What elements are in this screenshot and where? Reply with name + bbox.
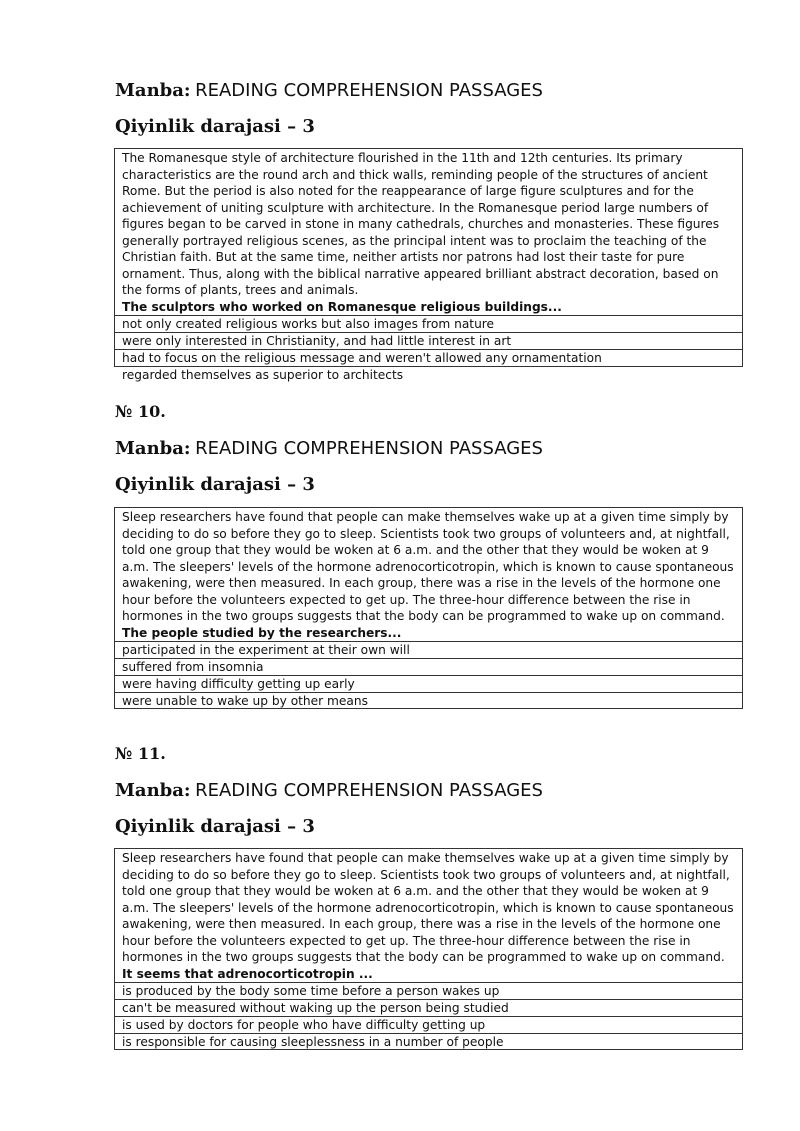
difficulty-level: Qiyinlik darajasi – 3: [115, 816, 315, 837]
question-box: [114, 148, 743, 382]
source-line: [115, 778, 543, 803]
answer-option[interactable]: not only created religious works but also images from nature: [115, 315, 742, 332]
answer-option[interactable]: were having difficulty getting up early: [115, 675, 742, 692]
source-label: Manba:: [115, 780, 191, 801]
answer-option[interactable]: regarded themselves as superior to architects: [115, 366, 742, 383]
source-line: [115, 78, 543, 103]
answer-option[interactable]: is responsible for causing sleeplessness in a number of people: [115, 1033, 742, 1050]
passage-text: Sleep researchers have found that people can make themselves wake up at a given time simply by deciding to do so before they go to sleep. Scientists took two groups of volunteers and, at nightfall, told one group that they would be woken at 6 a.m. and the other that they would be woken at 9 a.m. The sleepers' levels of the hormone adrenocorticotropin, which is known to cause spontaneous awakening, were then measured. In each group, there was a rise in the levels of the hormone one hour before the volunteers expected to get up. The three-hour difference between the rise in hormones in the two groups suggests that the body can be programmed to wake up on command.: [122, 851, 734, 964]
question-box: [114, 507, 743, 709]
source-line: [115, 436, 543, 461]
question-number: № 11.: [115, 744, 166, 763]
question-stem: The sculptors who worked on Romanesque religious buildings...: [122, 299, 562, 314]
source-value: READING COMPREHENSION PASSAGES: [195, 80, 543, 101]
answer-option[interactable]: is used by doctors for people who have difficulty getting up: [115, 1016, 742, 1033]
answer-option[interactable]: suffered from insomnia: [115, 658, 742, 675]
source-value: READING COMPREHENSION PASSAGES: [195, 780, 543, 801]
source-label: Manba:: [115, 438, 191, 459]
question-stem: The people studied by the researchers...: [122, 625, 402, 640]
answer-option[interactable]: had to focus on the religious message and weren't allowed any ornamentation: [115, 349, 742, 366]
difficulty-level: Qiyinlik darajasi – 3: [115, 116, 315, 137]
answer-option[interactable]: participated in the experiment at their own will: [115, 641, 742, 658]
passage-text: Sleep researchers have found that people can make themselves wake up at a given time simply by deciding to do so before they go to sleep. Scientists took two groups of volunteers and, at nightfall, told one group that they would be woken at 6 a.m. and the other that they would be woken at 9 a.m. The sleepers' levels of the hormone adrenocorticotropin, which is known to cause spontaneous awakening, were then measured. In each group, there was a rise in the levels of the hormone one hour before the volunteers expected to get up. The three-hour difference between the rise in hormones in the two groups suggests that the body can be programmed to wake up on command.: [122, 510, 734, 623]
question-number: № 10.: [115, 402, 166, 421]
passage-text: The Romanesque style of architecture flourished in the 11th and 12th centuries. Its primary characteristics are the round arch and thick walls, reminding people of the structures of ancient Rome. But the period is also noted for the reappearance of large figure sculptures and for the achievement of uniting sculpture with architecture. In the Romanesque period large numbers of figures began to be carved in stone in many cathedrals, churches and monasteries. These figures generally portrayed religious scenes, as the principal intent was to proclaim the teaching of the Christian faith. But at the same time, neither artists nor patrons had lost their taste for pure ornament. Thus, along with the biblical narrative appeared brilliant abstract decoration, based on the forms of plants, trees and animals.: [122, 151, 720, 297]
source-value: READING COMPREHENSION PASSAGES: [195, 438, 543, 459]
question-stem: It seems that adrenocorticotropin ...: [122, 966, 373, 981]
answer-option[interactable]: were only interested in Christianity, and had little interest in art: [115, 332, 742, 349]
answer-option[interactable]: can't be measured without waking up the person being studied: [115, 999, 742, 1016]
answer-option[interactable]: is produced by the body some time before a person wakes up: [115, 982, 742, 999]
source-label: Manba:: [115, 80, 191, 101]
answer-option[interactable]: were unable to wake up by other means: [115, 692, 742, 709]
difficulty-level: Qiyinlik darajasi – 3: [115, 474, 315, 495]
question-box: [114, 848, 743, 1050]
